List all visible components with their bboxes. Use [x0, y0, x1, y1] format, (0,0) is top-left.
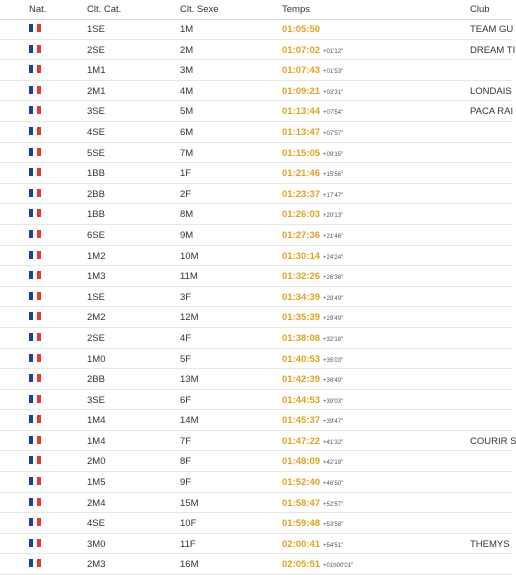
finish-time: 01:21:46: [282, 168, 321, 180]
cell-sexe: 1F: [180, 168, 192, 180]
flag-france-icon: [29, 415, 41, 423]
cell-sexe: 12M: [180, 312, 199, 324]
cell-sexe: 7M: [180, 147, 194, 159]
cell-cat: 1SE: [87, 291, 105, 303]
cell-time: [282, 230, 343, 241]
cell-cat: 1M2: [87, 250, 106, 262]
table-header: [0, 0, 512, 20]
flag-france-icon: [29, 456, 41, 464]
cell-time: [282, 559, 353, 570]
time-gap: +36'49": [323, 378, 344, 385]
table-row[interactable]: [0, 184, 512, 205]
cell-sexe: 11F: [180, 538, 196, 550]
finish-time: 01:27:36: [282, 229, 321, 241]
cell-time: [282, 374, 343, 385]
table-row[interactable]: [0, 246, 512, 267]
cell-time: [282, 86, 343, 97]
header-cat[interactable]: Clt. Cat.: [87, 4, 122, 15]
table-row[interactable]: [0, 225, 512, 246]
time-gap: +01'12": [323, 48, 344, 55]
table-row[interactable]: [0, 349, 512, 370]
flag-france-icon: [29, 45, 41, 53]
table-row[interactable]: [0, 493, 512, 514]
finish-time: 01:52:40: [282, 477, 321, 489]
cell-sexe: 6F: [180, 394, 192, 406]
time-gap: +32'18": [323, 336, 344, 343]
cell-sexe: 3F: [180, 291, 192, 303]
cell-sexe: 4M: [180, 85, 194, 97]
finish-time: 01:23:37: [282, 188, 321, 200]
flag-france-icon: [29, 251, 41, 259]
table-row[interactable]: [0, 513, 512, 534]
cell-time: [282, 518, 343, 529]
time-gap: +20'13": [323, 213, 344, 220]
cell-time: [282, 477, 343, 488]
cell-cat: 2BB: [87, 188, 105, 200]
cell-sexe: 13M: [180, 374, 199, 386]
finish-time: 01:05:50: [282, 24, 321, 35]
cell-cat: 1M4: [87, 435, 106, 447]
time-gap: +26'36": [323, 275, 344, 282]
table-row[interactable]: [0, 554, 512, 575]
cell-cat: 2SE: [87, 44, 105, 56]
finish-time: 01:32:26: [282, 271, 321, 283]
finish-time: 01:42:39: [282, 374, 321, 386]
table-row[interactable]: [0, 287, 512, 308]
cell-time: [282, 436, 343, 447]
table-row[interactable]: [0, 451, 512, 472]
cell-sexe: 9M: [180, 229, 194, 241]
flag-france-icon: [29, 271, 41, 279]
finish-time: 02:00:41: [282, 538, 321, 550]
cell-cat: 2M4: [87, 497, 106, 509]
cell-cat: 4SE: [87, 126, 105, 138]
flag-france-icon: [29, 518, 41, 526]
cell-time: [282, 45, 343, 56]
flag-france-icon: [29, 312, 41, 320]
flag-france-icon: [29, 559, 41, 567]
cell-time: [282, 65, 343, 76]
flag-france-icon: [29, 24, 41, 32]
table-row[interactable]: [0, 40, 516, 61]
finish-time: 01:07:43: [282, 65, 321, 77]
finish-time: 01:35:39: [282, 312, 321, 324]
cell-sexe: 8M: [180, 209, 194, 221]
flag-france-icon: [29, 86, 41, 94]
cell-sexe: 5M: [180, 106, 194, 118]
cell-sexe: 11M: [180, 271, 198, 283]
cell-cat: 2M0: [87, 456, 106, 468]
cell-time: [282, 292, 343, 303]
cell-sexe: 8F: [180, 456, 192, 468]
table-row[interactable]: [0, 410, 512, 431]
cell-sexe: 7F: [180, 435, 192, 447]
table-row[interactable]: [0, 307, 512, 328]
flag-france-icon: [29, 539, 41, 547]
cell-cat: 4SE: [87, 518, 105, 530]
table-row[interactable]: [0, 204, 512, 225]
flag-france-icon: [29, 436, 41, 444]
cell-sexe: 2F: [180, 188, 192, 200]
cell-cat: 2BB: [87, 374, 105, 386]
finish-time: 01:38:08: [282, 332, 321, 344]
flag-france-icon: [29, 230, 41, 238]
cell-time: [282, 539, 343, 550]
table-row[interactable]: [0, 431, 516, 452]
cell-cat: 3SE: [87, 106, 105, 118]
time-gap: +15'56": [323, 172, 344, 179]
time-gap: +46'50": [323, 481, 344, 488]
cell-cat: 6SE: [87, 229, 105, 241]
cell-sexe: 1M: [180, 24, 194, 35]
table-row[interactable]: [0, 101, 512, 122]
cell-club[interactable]: THEMYS: [470, 538, 510, 550]
cell-club[interactable]: PACA RAI: [470, 106, 514, 118]
table-row[interactable]: [0, 390, 512, 411]
cell-cat: 3M0: [87, 538, 106, 550]
time-gap: +53'58": [323, 522, 344, 529]
cell-cat: 5SE: [87, 147, 105, 159]
time-gap: +28'49": [323, 295, 344, 302]
cell-cat: 1BB: [87, 209, 105, 221]
flag-france-icon: [29, 395, 41, 403]
table-row[interactable]: [0, 163, 512, 184]
table-body: [0, 19, 516, 575]
time-gap: +03'31": [323, 89, 344, 96]
time-gap: +01h00'01": [323, 563, 354, 570]
flag-france-icon: [29, 354, 41, 362]
cell-club[interactable]: LONDAIS: [470, 85, 512, 97]
time-gap: +09'15": [323, 151, 344, 158]
finish-time: 01:07:02: [282, 44, 321, 56]
flag-france-icon: [29, 209, 41, 217]
time-gap: +41'32": [323, 439, 344, 446]
time-gap: +39'47": [323, 419, 344, 426]
cell-cat: 3SE: [87, 394, 105, 406]
finish-time: 01:48:09: [282, 456, 321, 468]
cell-time: [282, 271, 343, 282]
time-gap: +39'03": [323, 398, 344, 405]
finish-time: 01:34:39: [282, 291, 321, 303]
cell-sexe: 16M: [180, 559, 199, 571]
table-row[interactable]: [0, 81, 512, 102]
time-gap: +21'46": [323, 233, 344, 240]
time-gap: +29'49": [323, 316, 344, 323]
flag-france-icon: [29, 374, 41, 382]
cell-club[interactable]: TEAM GU: [470, 24, 514, 35]
cell-sexe: 5F: [180, 353, 192, 365]
cell-cat: 2M1: [87, 85, 106, 97]
time-gap: +54'51": [323, 542, 344, 549]
finish-time: 01:45:37: [282, 415, 321, 427]
time-gap: +42'19": [323, 460, 344, 467]
finish-time: 01:30:14: [282, 250, 321, 262]
cell-cat: 2SE: [87, 332, 105, 344]
cell-sexe: 4F: [180, 332, 192, 344]
flag-france-icon: [29, 106, 41, 114]
table-row[interactable]: [0, 369, 512, 390]
header-time[interactable]: Temps: [282, 4, 310, 15]
cell-sexe: 10F: [180, 518, 197, 530]
cell-cat: 1M0: [87, 353, 106, 365]
table-row[interactable]: [0, 472, 512, 493]
cell-sexe: 9F: [180, 477, 192, 489]
table-row[interactable]: [0, 19, 512, 40]
finish-time: 01:58:47: [282, 497, 321, 509]
finish-time: 01:47:22: [282, 435, 321, 447]
cell-time: [282, 333, 343, 344]
time-gap: +01'53": [323, 69, 344, 76]
flag-france-icon: [29, 498, 41, 506]
cell-cat: 2M3: [87, 559, 106, 571]
time-gap: +17'47": [323, 192, 344, 199]
cell-time: [282, 168, 343, 179]
cell-sexe: 6M: [180, 126, 194, 138]
time-gap: +52'57": [323, 501, 344, 508]
cell-sexe: 3M: [180, 65, 194, 77]
flag-france-icon: [29, 148, 41, 156]
cell-time: [282, 354, 343, 365]
cell-cat: 1M4: [87, 415, 106, 427]
time-gap: +07'54": [323, 110, 344, 117]
header-nat[interactable]: Nat.: [29, 4, 47, 15]
cell-cat: 1BB: [87, 168, 105, 180]
cell-time: [282, 127, 343, 138]
cell-club[interactable]: COURIR S: [470, 435, 516, 447]
header-club[interactable]: Club: [470, 4, 490, 15]
cell-time: [282, 24, 323, 35]
time-gap: +07'57": [323, 130, 344, 137]
time-gap: +24'24": [323, 254, 344, 261]
flag-france-icon: [29, 189, 41, 197]
cell-sexe: 15M: [180, 497, 199, 509]
cell-time: [282, 148, 343, 159]
finish-time: 02:05:51: [282, 559, 321, 571]
cell-sexe: 2M: [180, 44, 194, 56]
cell-time: [282, 189, 343, 200]
cell-time: [282, 456, 343, 467]
cell-time: [282, 395, 343, 406]
cell-time: [282, 106, 343, 117]
finish-time: 01:26:03: [282, 209, 321, 221]
table-row[interactable]: [0, 328, 512, 349]
cell-sexe: 14M: [180, 415, 199, 427]
flag-france-icon: [29, 477, 41, 485]
cell-time: [282, 251, 343, 262]
cell-club[interactable]: DREAM TI: [470, 44, 516, 56]
flag-france-icon: [29, 127, 41, 135]
cell-cat: 1SE: [87, 24, 105, 35]
finish-time: 01:13:44: [282, 106, 321, 118]
flag-france-icon: [29, 333, 41, 341]
finish-time: 01:09:21: [282, 85, 321, 97]
header-sexe[interactable]: Clt. Sexe: [180, 4, 219, 15]
cell-time: [282, 209, 343, 220]
finish-time: 01:15:05: [282, 147, 321, 159]
table-row[interactable]: [0, 143, 512, 164]
table-row[interactable]: [0, 60, 512, 81]
finish-time: 01:13:47: [282, 126, 321, 138]
finish-time: 01:59:48: [282, 518, 321, 530]
time-gap: +35'03": [323, 357, 344, 364]
finish-time: 01:40:53: [282, 353, 321, 365]
cell-sexe: 10M: [180, 250, 199, 262]
cell-cat: 2M2: [87, 312, 106, 324]
flag-france-icon: [29, 65, 41, 73]
flag-france-icon: [29, 292, 41, 300]
cell-cat: 1M5: [87, 477, 106, 489]
finish-time: 01:44:53: [282, 394, 321, 406]
cell-cat: 1M3: [87, 271, 106, 283]
cell-time: [282, 498, 343, 509]
cell-time: [282, 415, 343, 426]
cell-time: [282, 312, 343, 323]
table-row[interactable]: [0, 266, 512, 287]
cell-cat: 1M1: [87, 65, 106, 77]
table-row[interactable]: [0, 122, 512, 143]
flag-france-icon: [29, 168, 41, 176]
table-row[interactable]: [0, 534, 512, 555]
